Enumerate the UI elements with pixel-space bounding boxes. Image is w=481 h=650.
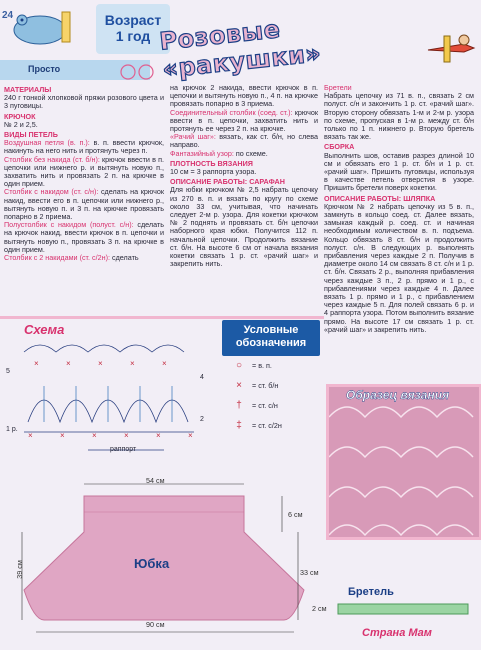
paragraph-text: в. п. ввести крючок, накинуть на него нить и протянуть через п.: [4, 138, 165, 156]
hippo-icon: [2, 6, 74, 46]
term: «Рачий шаг»:: [170, 132, 216, 142]
legend-item: [226, 382, 320, 402]
section-heading: ВИДЫ ПЕТЕЛЬ: [4, 130, 58, 140]
svg-text:×: ×: [28, 431, 33, 440]
paragraph: [170, 84, 318, 109]
paragraph: [324, 92, 474, 141]
paragraph: [4, 156, 164, 189]
chick-icon: [118, 62, 158, 82]
paragraph: [324, 203, 474, 334]
skirt-yoke-height: 6 см: [288, 510, 303, 519]
strap-height: 2 см: [312, 604, 327, 613]
column-1: [4, 84, 164, 262]
section-heading: ПЛОТНОСТЬ ВЯЗАНИЯ: [170, 158, 253, 168]
term: Воздушная петля (в. п.):: [4, 138, 90, 148]
chart-row-label-1: 1 р.: [6, 426, 18, 433]
swatch-pattern: [329, 387, 479, 537]
swatch-title: Образец вязания: [346, 388, 450, 402]
svg-text:×: ×: [34, 359, 39, 368]
skirt-total-height: 39 см: [14, 560, 24, 579]
svg-text:×: ×: [66, 359, 71, 368]
section-heading: МАТЕРИАЛЫ: [4, 85, 52, 94]
section-heading: ОПИСАНИЕ РАБОТЫ: ШЛЯПКА: [324, 193, 436, 203]
legend-symbol: ‡: [236, 420, 242, 431]
paragraph: [170, 186, 318, 268]
page-title: Розовые «ракушки»: [158, 15, 323, 84]
paragraph-text: вязать, как ст. б/н, но слева направо.: [170, 132, 319, 150]
section-divider: [0, 316, 324, 319]
paragraph: [4, 139, 164, 155]
chart-row-label-4: 4: [200, 374, 204, 381]
legend-symbol: ×: [236, 380, 242, 391]
chart-row-label-5: 5: [6, 368, 10, 375]
skirt-bottom-width: 90 см: [146, 620, 165, 629]
term: Полустолбик с накидом (полуст. с/н):: [4, 220, 134, 230]
age-label: Возраст: [104, 12, 162, 28]
column-3: [324, 84, 474, 334]
skirt-top-width: 54 см: [146, 476, 165, 485]
age-value: 1 год: [115, 28, 151, 44]
swatch-photo: [326, 384, 481, 540]
strap-label: Бретель: [348, 586, 394, 598]
term: Столбик без накида (ст. б/н):: [4, 154, 100, 164]
paragraph: [170, 109, 318, 134]
paragraph-text: сделать на крючок накид, ввести крючок в п. цепочки и вытянуть новую п., провязать 3 п. на крючке в один прием.: [4, 220, 164, 254]
legend-list: [226, 362, 320, 442]
paragraph-text: сделать на крючок накид, ввести его в п. цепочки или нижнего р., вытянуть новую п. и 3 п. на крючке провязать попарно в 2 приема.: [4, 187, 164, 222]
paragraph: [170, 133, 318, 149]
paragraph: [4, 221, 164, 254]
paragraph: [4, 94, 164, 110]
term: Бретели: [324, 83, 352, 92]
legend-title-text: Условные обозначения: [235, 324, 307, 349]
svg-text:×: ×: [130, 359, 135, 368]
legend-text: = ст. с/2н: [252, 421, 282, 430]
difficulty-label: Просто: [28, 64, 61, 74]
airplane-icon: [424, 28, 478, 68]
paragraph-text: крючок ввести в п. цепочки, захватить нить и протянуть ее через 2 п. на крючке.: [170, 107, 318, 134]
chart-diagram: [4, 338, 214, 456]
chart-row-label-2: 2: [200, 416, 204, 423]
legend-text: = в. п.: [252, 361, 272, 370]
skirt-body-height: 33 см: [300, 568, 319, 577]
svg-text:×: ×: [98, 359, 103, 368]
legend-item: [226, 402, 320, 422]
section-heading: ОПИСАНИЕ РАБОТЫ: САРАФАН: [170, 177, 285, 187]
legend-item: [226, 362, 320, 382]
svg-text:×: ×: [188, 431, 193, 440]
svg-text:×: ×: [60, 431, 65, 440]
legend-title: [222, 320, 320, 356]
paragraph: [4, 254, 164, 262]
legend-text: = ст. б/н: [252, 381, 279, 390]
section-heading: СБОРКА: [324, 142, 355, 152]
paragraph-text: Крючком № 2 набрать цепочку из 5 в. п., замкнуть в кольцо соед. ст. Далее вязать, замыкая каждый р. соед. ст. и начиная необходимым количеством в. п. подъема. Кольцо обвязать 8 ст. б/н и продолжить полуст. с/н. В следующих р. выполнять прибавления через каждые 2 п. Получив в диаметре около 14 см связать 8 ст. с/н и 1 р. ст. б/н. Связать 2 р., выполняя прибавления через каждые 3 п., 2 р. прямо и 1 р., с прибавлениями через каждые 4 п. Далее вязать 1 р. прямо и 1 р., с прибавлением через каждые 5 п. Для полей связать 6 р. и 4 раппорта узора. Потом выполнить вязание прямо. На высоте 17 см связать 1 р. ст. «рачий шаг» и закрепить нить.: [324, 201, 474, 334]
paragraph-text: 240 г тонкой хлопковой пряжи розового цвета и 3 пуговицы.: [4, 93, 164, 111]
paragraph: [170, 150, 318, 158]
paragraph: [324, 152, 474, 193]
section-heading: КРЮЧОК: [4, 111, 36, 121]
column-2: [170, 84, 318, 268]
chart-title: Схема: [24, 322, 65, 337]
legend-item: [226, 422, 320, 442]
legend-symbol: †: [236, 400, 242, 411]
paragraph-text: Набрать цепочку из 71 в. п., связать 2 см полуст. с/н и закончить 1 р. ст. «рачий шаг». Вторую сторону обвязать 1-м и 2-м р. узора по схеме, пропуская в 1-м р. между ст. б/н только по 1 п. нижнего р. Вторую бретель вязать так же.: [324, 91, 474, 142]
skirt-label: Юбка: [134, 556, 170, 571]
paragraph-text: Выполнить шов, оставив разрез длиной 10 см и обвязать его 1 р. ст. б/н и 1 р. ст. «рачий шаг». Пришить пуговицы, используя в качестве петель отверстия в узоре. Пришить бретели поверх кокетки.: [324, 150, 474, 193]
strap-illustration: [330, 600, 476, 620]
svg-text:×: ×: [156, 431, 161, 440]
legend-symbol: ○: [235, 360, 243, 371]
svg-text:×: ×: [92, 431, 97, 440]
paragraph-text: сделать: [110, 253, 139, 263]
legend-text: = ст. с/н: [252, 401, 278, 410]
paragraph-text: 10 см = 3 раппорта узора.: [170, 167, 257, 177]
term: Столбик с накидом (ст. с/н):: [4, 187, 99, 197]
crochet-chart: [4, 320, 214, 456]
svg-text:×: ×: [124, 431, 129, 440]
paragraph-text: крючок ввести в п. цепочки или нижнего р. и вытянуть новую п., захватить нить и провязать 2 п. на крючке в один прием.: [4, 154, 164, 189]
paragraph: [4, 121, 164, 129]
chart-rapport-label: раппорт: [110, 446, 137, 453]
term: Соединительный столбик (соед. ст.):: [170, 107, 293, 117]
site-watermark: Страна Мам: [362, 627, 432, 639]
paragraph-text: № 2 и 2,5.: [4, 119, 38, 129]
paragraph: [170, 168, 318, 176]
page-number-text: 24: [2, 10, 14, 21]
paragraph-text: на крючок 2 накида, ввести крючок в п. цепочки и вытянуть новую п., 4 п. на крючке провязать попарно в 3 приема.: [170, 83, 318, 109]
term: Столбик с 2 накидами (ст. с/2н):: [4, 253, 110, 263]
paragraph-text: Для юбки крючком № 2,5 набрать цепочку из 270 в. п. и вязать по кругу по схеме около 33 см, учитывая, что начинать следует 2-м р. узора. Для кокетки крючком № 2 поднять и провязать ст. б/н цепочки наборного края юбки. Получится 112 п. начальной цепочки. Продолжить вязание ст. б/н. На высоте 6 см от начала вязания кокетки связать 1 р. ст. «рачий шаг» и закрепить нить.: [170, 185, 318, 269]
term: Фантазийный узор:: [170, 148, 234, 158]
paragraph: [4, 188, 164, 221]
paragraph-text: по схеме.: [233, 148, 268, 158]
svg-text:×: ×: [162, 359, 167, 368]
